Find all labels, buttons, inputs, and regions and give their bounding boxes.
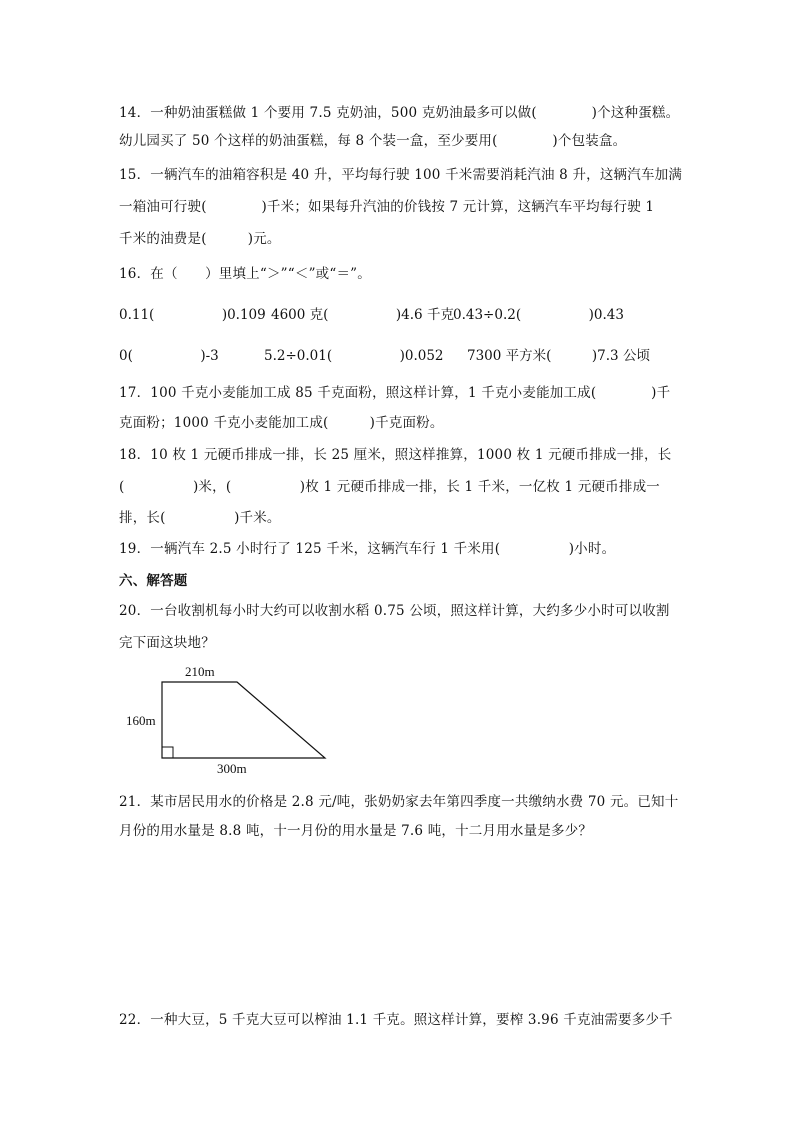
q21-line-1: 21．某市居民用水的价格是 2.8 元/吨，张奶奶家去年第四季度一共缴纳水费 70 元。已知十	[119, 794, 679, 810]
top-side-label: 210m	[185, 664, 215, 679]
q17-line-1: 17．100 千克小麦能加工成 85 千克面粉，照这样计算，1 千克小麦能加工成( )千	[119, 385, 671, 401]
right-angle-mark	[162, 747, 173, 758]
bottom-side-label: 300m	[217, 761, 247, 775]
section-title: 六、解答题	[119, 573, 188, 589]
q14-line-1: 14．一种奶油蛋糕做 1 个要用 7.5 克奶油，500 克奶油最多可以做( )个这种蛋糕。	[119, 105, 680, 121]
q16-stem: 16．在（ ）里填上“＞”“＜”或“＝”。	[119, 266, 371, 282]
q14-line-2: 幼儿园买了 50 个这样的奶油蛋糕，每 8 个装一盒，至少要用( )个包装盒。	[119, 133, 627, 149]
q16-item: 0( )-3	[119, 348, 219, 364]
q16-item: 7300 平方米( )7.3 公顷	[467, 348, 650, 364]
left-side-label: 160m	[126, 713, 156, 728]
q16-item: 0.11( )0.109	[119, 307, 266, 323]
trapezoid-figure	[119, 663, 339, 775]
q20-line-1: 20．一台收割机每小时大约可以收割水稻 0.75 公顷，照这样计算，大约多少小时可以收割	[119, 603, 670, 619]
q16-row-2	[119, 347, 679, 365]
trapezoid-shape	[162, 682, 325, 758]
q16-row-1	[119, 306, 679, 324]
q18-line-3: 排，长( )千米。	[119, 510, 281, 526]
q18-line-1: 18．10 枚 1 元硬币排成一排，长 25 厘米，照这样推算，1000 枚 1 元硬币排成一排，长	[119, 447, 672, 463]
q19-line-1: 19．一辆汽车 2.5 小时行了 125 千米，这辆汽车行 1 千米用( )小时。	[119, 541, 616, 557]
q18-line-2: ( )米，( )枚 1 元硬币排成一排，长 1 千米，一亿枚 1 元硬币排成一	[119, 479, 660, 495]
q16-item: 4600 克( )4.6 千克	[271, 307, 454, 323]
q16-item: 0.43÷0.2( )0.43	[453, 307, 624, 323]
q16-item: 5.2÷0.01( )0.052	[264, 348, 444, 364]
q15-line-3: 千米的油费是( )元。	[119, 231, 281, 247]
q15-line-2: 一箱油可行驶( )千米；如果每升汽油的价钱按 7 元计算，这辆汽车平均每行驶 1	[119, 199, 655, 215]
q22-line-1: 22．一种大豆，5 千克大豆可以榨油 1.1 千克。照这样计算，要榨 3.96 千克油需要多少千	[119, 1012, 673, 1028]
q21-line-2: 月份的用水量是 8.8 吨，十一月份的用水量是 7.6 吨，十二月用水量是多少？	[119, 823, 593, 839]
q20-line-2: 完下面这块地？	[119, 635, 215, 651]
q17-line-2: 克面粉；1000 千克小麦能加工成( )千克面粉。	[119, 415, 444, 431]
q15-line-1: 15．一辆汽车的油箱容积是 40 升，平均每行驶 100 千米需要消耗汽油 8 升，这辆汽车加满	[119, 167, 683, 183]
